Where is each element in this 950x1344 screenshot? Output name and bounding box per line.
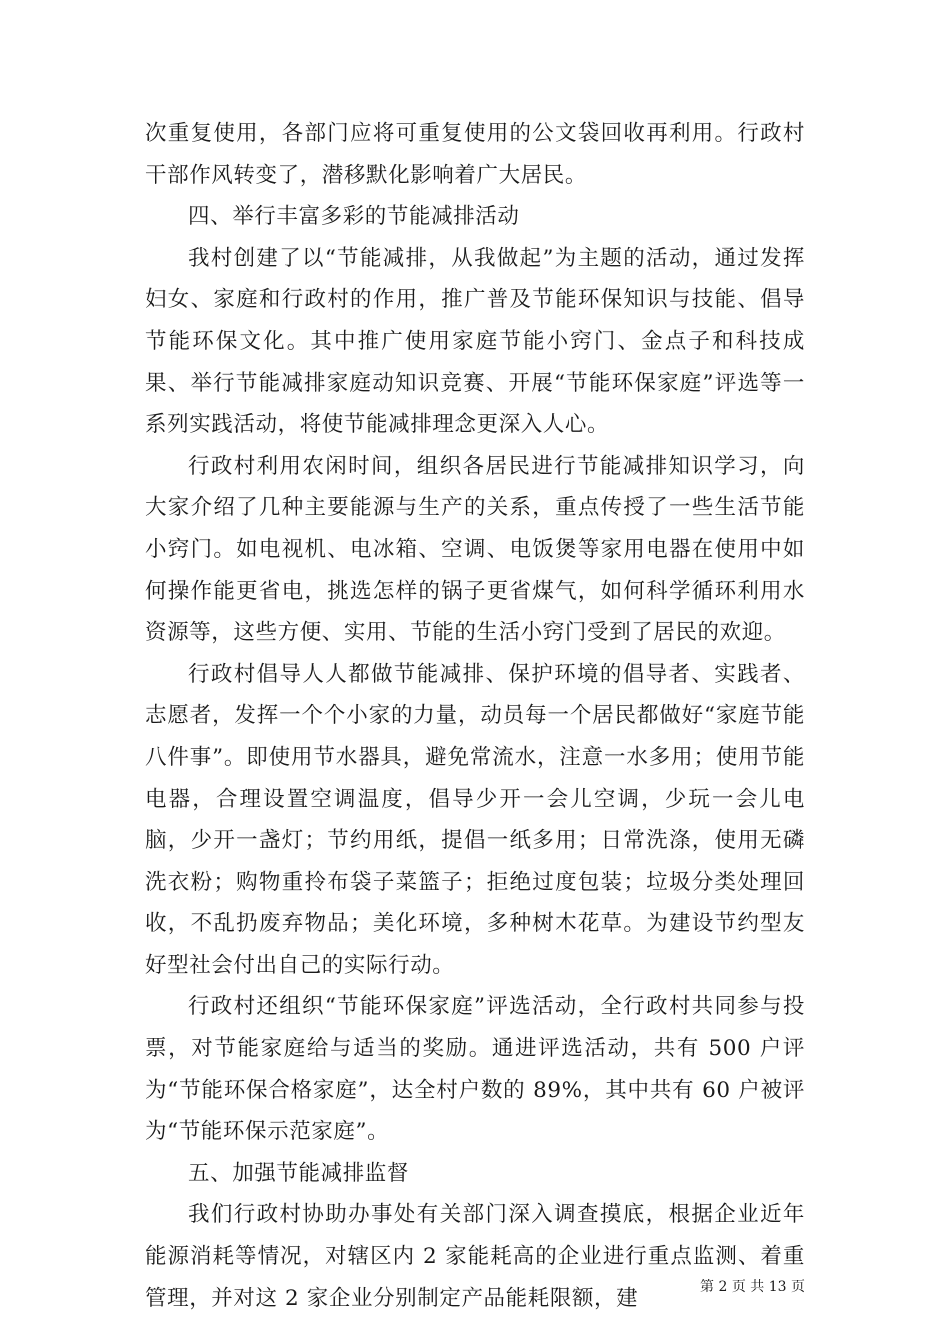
- section-heading-four: 四、举行丰富多彩的节能减排活动: [188, 204, 520, 230]
- section-heading-five: 五、加强节能减排监督: [188, 1160, 410, 1186]
- paragraph: 行政村倡导人人都做节能减排、保护环境的倡导者、实践者、志愿者，发挥一个个小家的力量，动员每一个居民都做好“家庭节能八件事”。即使用节水器具，避免常流水，注意一水多用；使用节能电器，合理设置空调温度，倡导少开一会儿空调，少玩一会儿电脑，少开一盏灯；节约用纸，提倡一纸多用；日常洗涤，使用无磷洗衣粉；购物重拎布袋子菜篮子；拒绝过度包装；垃圾分类处理回收，不乱扔废弃物品；美化环境，多种树木花草。为建设节约型友好型社会付出自己的实际行动。: [145, 661, 805, 978]
- document-body: [145, 113, 805, 1319]
- paragraph: 行政村利用农闲时间，组织各居民进行节能减排知识学习，向大家介绍了几种主要能源与生产的关系，重点传授了一些生活节能小窍门。如电视机、电冰箱、空调、电饭煲等家用电器在使用中如何操作能更省电，挑选怎样的锅子更省煤气，如何科学循环利用水资源等，这些方便、实用、节能的生活小窍门受到了居民的欢迎。: [145, 453, 805, 646]
- paragraph: 我村创建了以“节能减排，从我做起”为主题的活动，通过发挥妇女、家庭和行政村的作用，推广普及节能环保知识与技能、倡导节能环保文化。其中推广使用家庭节能小窍门、金点子和科技成果、举行节能减排家庭动知识竞赛、开展“节能环保家庭”评选等一系列实践活动，将使节能减排理念更深入人心。: [145, 245, 805, 438]
- paragraph: 行政村还组织“节能环保家庭”评选活动，全行政村共同参与投票，对节能家庭给与适当的奖励。通进评选活动，共有 500 户评为“节能环保合格家庭”，达全村户数的 89%，其中共有 60 户被评为“节能环保示范家庭”。: [145, 994, 805, 1145]
- paragraph: 我们行政村协助办事处有关部门深入调查摸底，根据企业近年能源消耗等情况，对辖区内 2 家能耗高的企业进行重点监测、着重管理，并对这 2 家企业分别制定产品能耗限额，建: [145, 1202, 805, 1311]
- page-number: 第 2 页 共 13 页: [700, 1279, 805, 1295]
- paragraph-continuation: 次重复使用，各部门应将可重复使用的公文袋回收再利用。行政村干部作风转变了，潜移默化影响着广大居民。: [145, 121, 805, 188]
